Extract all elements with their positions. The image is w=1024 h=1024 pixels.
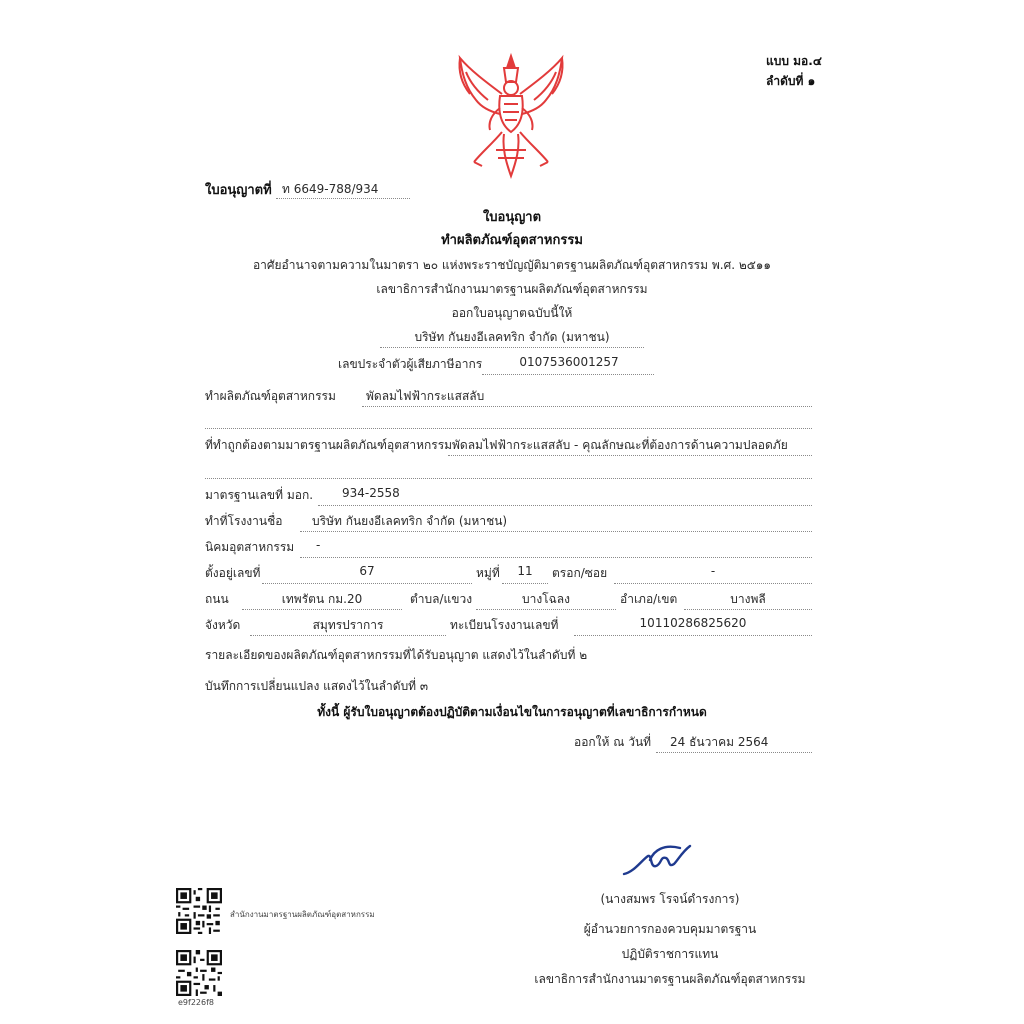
estate-value: -: [316, 538, 321, 552]
road-underline: [242, 609, 402, 610]
order-number: ลำดับที่ ๑: [766, 74, 816, 88]
factory-underline: [300, 531, 812, 532]
qr-code-icon: [176, 888, 222, 934]
road-label: ถนน: [205, 592, 229, 606]
district-value: บางพลี: [730, 592, 766, 606]
verification-qr-icon: [176, 950, 222, 996]
moo-value: 11: [517, 564, 533, 578]
product-underline: [362, 406, 812, 407]
tax-id-label: เลขประจำตัวผู้เสียภาษีอากร: [338, 357, 483, 371]
preamble-secretary: เลขาธิการสำนักงานมาตรฐานผลิตภัณฑ์อุตสาหกรรม: [376, 282, 648, 296]
subdistrict-underline: [476, 609, 616, 610]
standard-underline: [318, 505, 812, 506]
certificate-subtitle: ทำผลิตภัณฑ์อุตสาหกรรม: [441, 233, 583, 248]
moo-label: หมู่ที่: [476, 566, 500, 580]
issue-date-value: 24 ธันวาคม 2564: [670, 735, 769, 749]
province-value: สมุทรปราการ: [312, 618, 384, 632]
details-reference: รายละเอียดของผลิตภัณฑ์อุตสาหกรรมที่ได้รับอนุญาต แสดงไว้ในลำดับที่ ๒: [205, 648, 588, 662]
certificate-title: ใบอนุญาต: [482, 210, 542, 225]
conformity-value: พัดลมไฟฟ้ากระแสสลับ - คุณลักษณะที่ต้องการด้านความปลอดภัย: [452, 438, 788, 452]
district-label: อำเภอ/เขต: [620, 592, 678, 606]
factory-registration-label: ทะเบียนโรงงานเลขที่: [450, 618, 559, 632]
form-code: แบบ มอ.๔: [766, 54, 822, 68]
verification-code: e9f226f8: [178, 998, 215, 1007]
estate-underline: [300, 557, 812, 558]
soi-value: -: [710, 564, 716, 578]
factory-label: ทำที่โรงงานชื่อ: [205, 514, 283, 528]
license-number-value: ท 6649-788/934: [282, 182, 379, 196]
license-number-label: ใบอนุญาตที่: [205, 183, 272, 198]
license-condition: ทั้งนี้ ผู้รับใบอนุญาตต้องปฏิบัติตามเงื่อนไขในการอนุญาตที่เลขาธิการกำหนด: [317, 705, 707, 719]
garuda-emblem-icon: [452, 52, 570, 180]
change-log-reference: บันทึกการเปลี่ยนแปลง แสดงไว้ในลำดับที่ ๓: [205, 679, 429, 693]
product-value: พัดลมไฟฟ้ากระแสสลับ: [366, 389, 485, 403]
issue-date-underline: [656, 752, 812, 753]
licensee-company: บริษัท กันยงอีเลคทริก จำกัด (มหาชน): [414, 330, 610, 344]
product-underline-2: [205, 428, 812, 429]
soi-underline: [614, 583, 812, 584]
license-number-underline: [276, 198, 410, 199]
conformity-underline-2: [205, 478, 812, 479]
address-number-underline: [262, 583, 472, 584]
province-label: จังหวัด: [205, 618, 241, 632]
preamble-issue: ออกใบอนุญาตฉบับนี้ให้: [451, 306, 573, 320]
road-value: เทพรัตน กม.20: [281, 592, 363, 606]
district-underline: [684, 609, 812, 610]
standard-value: 934-2558: [342, 486, 400, 500]
conformity-label: ที่ทำถูกต้องตามมาตรฐานผลิตภัณฑ์อุตสาหกรรม: [205, 438, 453, 452]
factory-registration-value: 10110286825620: [639, 616, 747, 630]
signatory-name: (นางสมพร โรจน์ดำรงการ): [600, 892, 740, 906]
licensee-underline: [380, 347, 644, 348]
subdistrict-value: บางโฉลง: [521, 592, 571, 606]
soi-label: ตรอก/ซอย: [552, 566, 608, 580]
address-number-label: ตั้งอยู่เลขที่: [205, 566, 261, 580]
signature-icon: [620, 838, 694, 880]
factory-registration-underline: [574, 635, 812, 636]
province-underline: [250, 635, 446, 636]
standard-label: มาตรฐานเลขที่ มอก.: [205, 488, 314, 502]
footer-office-name: สำนักงานมาตรฐานผลิตภัณฑ์อุตสาหกรรม: [230, 910, 375, 919]
signatory-position: ผู้อำนวยการกองควบคุมมาตรฐาน: [583, 922, 757, 936]
address-number-value: 67: [359, 564, 375, 578]
moo-underline: [502, 583, 548, 584]
estate-label: นิคมอุตสาหกรรม: [205, 540, 295, 554]
product-label: ทำผลิตภัณฑ์อุตสาหกรรม: [205, 389, 336, 403]
subdistrict-label: ตำบล/แขวง: [410, 592, 473, 606]
tax-id-underline: [482, 374, 654, 375]
factory-value: บริษัท กันยงอีเลคทริก จำกัด (มหาชน): [312, 514, 508, 528]
signatory-office: เลขาธิการสำนักงานมาตรฐานผลิตภัณฑ์อุตสาหกรรม: [534, 972, 806, 986]
preamble-authority: อาศัยอำนาจตามความในมาตรา ๒๐ แห่งพระราชบัญญัติมาตรฐานผลิตภัณฑ์อุตสาหกรรม พ.ศ. ๒๕๑๑: [252, 258, 772, 272]
signatory-acting: ปฏิบัติราชการแทน: [621, 947, 719, 961]
tax-id-value: 0107536001257: [519, 355, 619, 369]
conformity-underline: [448, 455, 812, 456]
issue-date-label: ออกให้ ณ วันที่: [574, 735, 652, 749]
